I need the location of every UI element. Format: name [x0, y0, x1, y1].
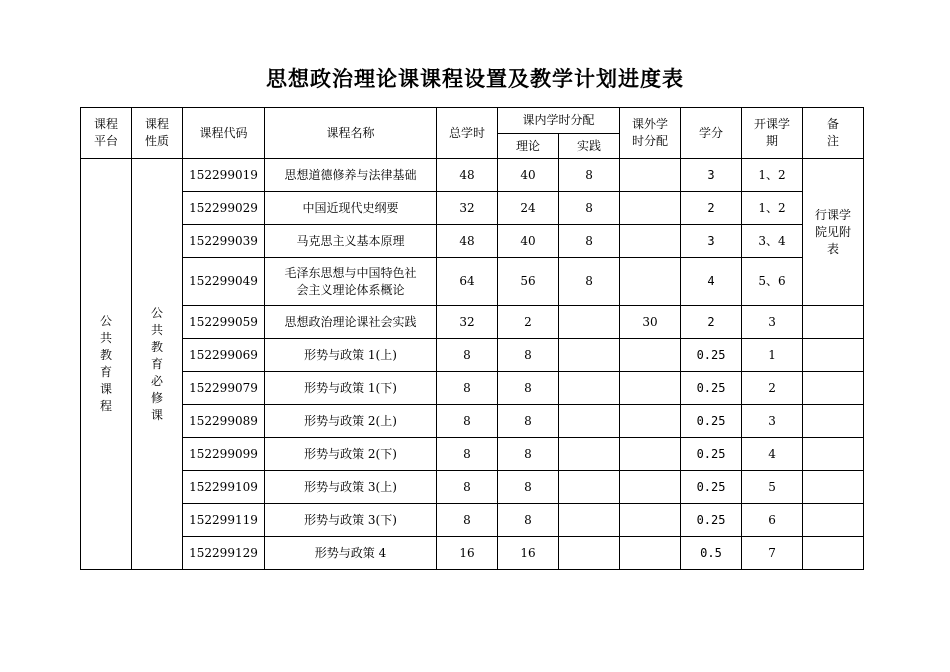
- course-code: 152299089: [183, 405, 265, 438]
- semester: 5、6: [742, 258, 803, 306]
- total-hours: 8: [437, 504, 498, 537]
- total-hours: 48: [437, 225, 498, 258]
- out-class-hours: [620, 405, 681, 438]
- course-code: 152299049: [183, 258, 265, 306]
- course-name: 思想道德修养与法律基础: [265, 159, 437, 192]
- out-class-hours: [620, 225, 681, 258]
- practice-hours: [559, 405, 620, 438]
- semester: 6: [742, 504, 803, 537]
- semester: 1、2: [742, 192, 803, 225]
- course-name: 形势与政策 1(下): [265, 372, 437, 405]
- theory-hours: 2: [498, 306, 559, 339]
- theory-hours: 40: [498, 159, 559, 192]
- total-hours: 8: [437, 405, 498, 438]
- credits: 0.25: [681, 504, 742, 537]
- total-hours: 8: [437, 339, 498, 372]
- header-practice: 实践: [559, 134, 620, 159]
- remark-cell: [803, 405, 864, 438]
- course-name: 形势与政策 2(上): [265, 405, 437, 438]
- semester: 3、4: [742, 225, 803, 258]
- course-code: 152299059: [183, 306, 265, 339]
- course-name: 中国近现代史纲要: [265, 192, 437, 225]
- theory-hours: 8: [498, 339, 559, 372]
- practice-hours: [559, 339, 620, 372]
- course-code: 152299099: [183, 438, 265, 471]
- header-semester: 开课学 期: [742, 108, 803, 159]
- semester: 3: [742, 306, 803, 339]
- semester: 1、2: [742, 159, 803, 192]
- course-plan-table: [80, 107, 864, 570]
- course-code: 152299029: [183, 192, 265, 225]
- theory-hours: 8: [498, 504, 559, 537]
- total-hours: 8: [437, 438, 498, 471]
- out-class-hours: [620, 504, 681, 537]
- practice-hours: [559, 504, 620, 537]
- table-row: [81, 471, 864, 504]
- theory-hours: 24: [498, 192, 559, 225]
- practice-hours: [559, 438, 620, 471]
- credits: 0.25: [681, 405, 742, 438]
- practice-hours: [559, 537, 620, 570]
- course-code: 152299039: [183, 225, 265, 258]
- total-hours: 32: [437, 306, 498, 339]
- platform-cell: 公 共 教 育 课 程: [81, 159, 132, 570]
- course-name: 马克思主义基本原理: [265, 225, 437, 258]
- practice-hours: 8: [559, 192, 620, 225]
- semester: 3: [742, 405, 803, 438]
- theory-hours: 40: [498, 225, 559, 258]
- total-hours: 48: [437, 159, 498, 192]
- credits: 4: [681, 258, 742, 306]
- course-name: 形势与政策 4: [265, 537, 437, 570]
- table-row: [81, 159, 864, 192]
- total-hours: 64: [437, 258, 498, 306]
- total-hours: 8: [437, 372, 498, 405]
- total-hours: 8: [437, 471, 498, 504]
- semester: 2: [742, 372, 803, 405]
- remark-cell: [803, 306, 864, 339]
- header-credits: 学分: [681, 108, 742, 159]
- course-code: 152299129: [183, 537, 265, 570]
- table-row: [81, 258, 864, 306]
- header-remarks: 备 注: [803, 108, 864, 159]
- out-class-hours: [620, 438, 681, 471]
- table-row: [81, 192, 864, 225]
- practice-hours: 8: [559, 159, 620, 192]
- semester: 1: [742, 339, 803, 372]
- credits: 0.25: [681, 438, 742, 471]
- credits: 0.25: [681, 372, 742, 405]
- remark-cell: [803, 339, 864, 372]
- header-nature: 课程 性质: [132, 108, 183, 159]
- remark-cell: [803, 438, 864, 471]
- header-theory: 理论: [498, 134, 559, 159]
- remark-cell: [803, 471, 864, 504]
- page-title: 思想政治理论课课程设置及教学计划进度表: [266, 67, 684, 91]
- total-hours: 32: [437, 192, 498, 225]
- practice-hours: [559, 306, 620, 339]
- course-code: 152299019: [183, 159, 265, 192]
- practice-hours: [559, 372, 620, 405]
- nature-cell: 公 共 教 育 必 修 课: [132, 159, 183, 570]
- practice-hours: 8: [559, 258, 620, 306]
- header-code: 课程代码: [183, 108, 265, 159]
- table-row: [81, 504, 864, 537]
- theory-hours: 8: [498, 405, 559, 438]
- table-body: [81, 159, 864, 570]
- header-total-hours: 总学时: [437, 108, 498, 159]
- course-name: 思想政治理论课社会实践: [265, 306, 437, 339]
- credits: 2: [681, 306, 742, 339]
- theory-hours: 8: [498, 372, 559, 405]
- header-in-class: 课内学时分配: [498, 108, 620, 134]
- table-row: [81, 372, 864, 405]
- theory-hours: 8: [498, 438, 559, 471]
- semester: 7: [742, 537, 803, 570]
- out-class-hours: 30: [620, 306, 681, 339]
- course-code: 152299079: [183, 372, 265, 405]
- credits: 0.25: [681, 339, 742, 372]
- semester: 5: [742, 471, 803, 504]
- credits: 3: [681, 159, 742, 192]
- out-class-hours: [620, 159, 681, 192]
- table-row: [81, 405, 864, 438]
- table-row: [81, 438, 864, 471]
- remark-cell: 行课学 院见附 表: [803, 159, 864, 306]
- out-class-hours: [620, 339, 681, 372]
- semester: 4: [742, 438, 803, 471]
- theory-hours: 8: [498, 471, 559, 504]
- header-platform: 课程 平台: [81, 108, 132, 159]
- table-row: [81, 306, 864, 339]
- out-class-hours: [620, 192, 681, 225]
- credits: 0.5: [681, 537, 742, 570]
- course-code: 152299069: [183, 339, 265, 372]
- course-name: 形势与政策 3(上): [265, 471, 437, 504]
- credits: 3: [681, 225, 742, 258]
- course-name: 形势与政策 3(下): [265, 504, 437, 537]
- table-row: [81, 537, 864, 570]
- out-class-hours: [620, 372, 681, 405]
- credits: 0.25: [681, 471, 742, 504]
- out-class-hours: [620, 471, 681, 504]
- theory-hours: 16: [498, 537, 559, 570]
- table-row: [81, 225, 864, 258]
- course-name: 毛泽东思想与中国特色社 会主义理论体系概论: [265, 258, 437, 306]
- course-code: 152299119: [183, 504, 265, 537]
- out-class-hours: [620, 258, 681, 306]
- course-name: 形势与政策 1(上): [265, 339, 437, 372]
- header-out-class: 课外学 时分配: [620, 108, 681, 159]
- course-name: 形势与政策 2(下): [265, 438, 437, 471]
- practice-hours: [559, 471, 620, 504]
- remark-cell: [803, 537, 864, 570]
- out-class-hours: [620, 537, 681, 570]
- practice-hours: 8: [559, 225, 620, 258]
- header-name: 课程名称: [265, 108, 437, 159]
- theory-hours: 56: [498, 258, 559, 306]
- course-code: 152299109: [183, 471, 265, 504]
- credits: 2: [681, 192, 742, 225]
- table-row: [81, 339, 864, 372]
- remark-cell: [803, 372, 864, 405]
- remark-cell: [803, 504, 864, 537]
- total-hours: 16: [437, 537, 498, 570]
